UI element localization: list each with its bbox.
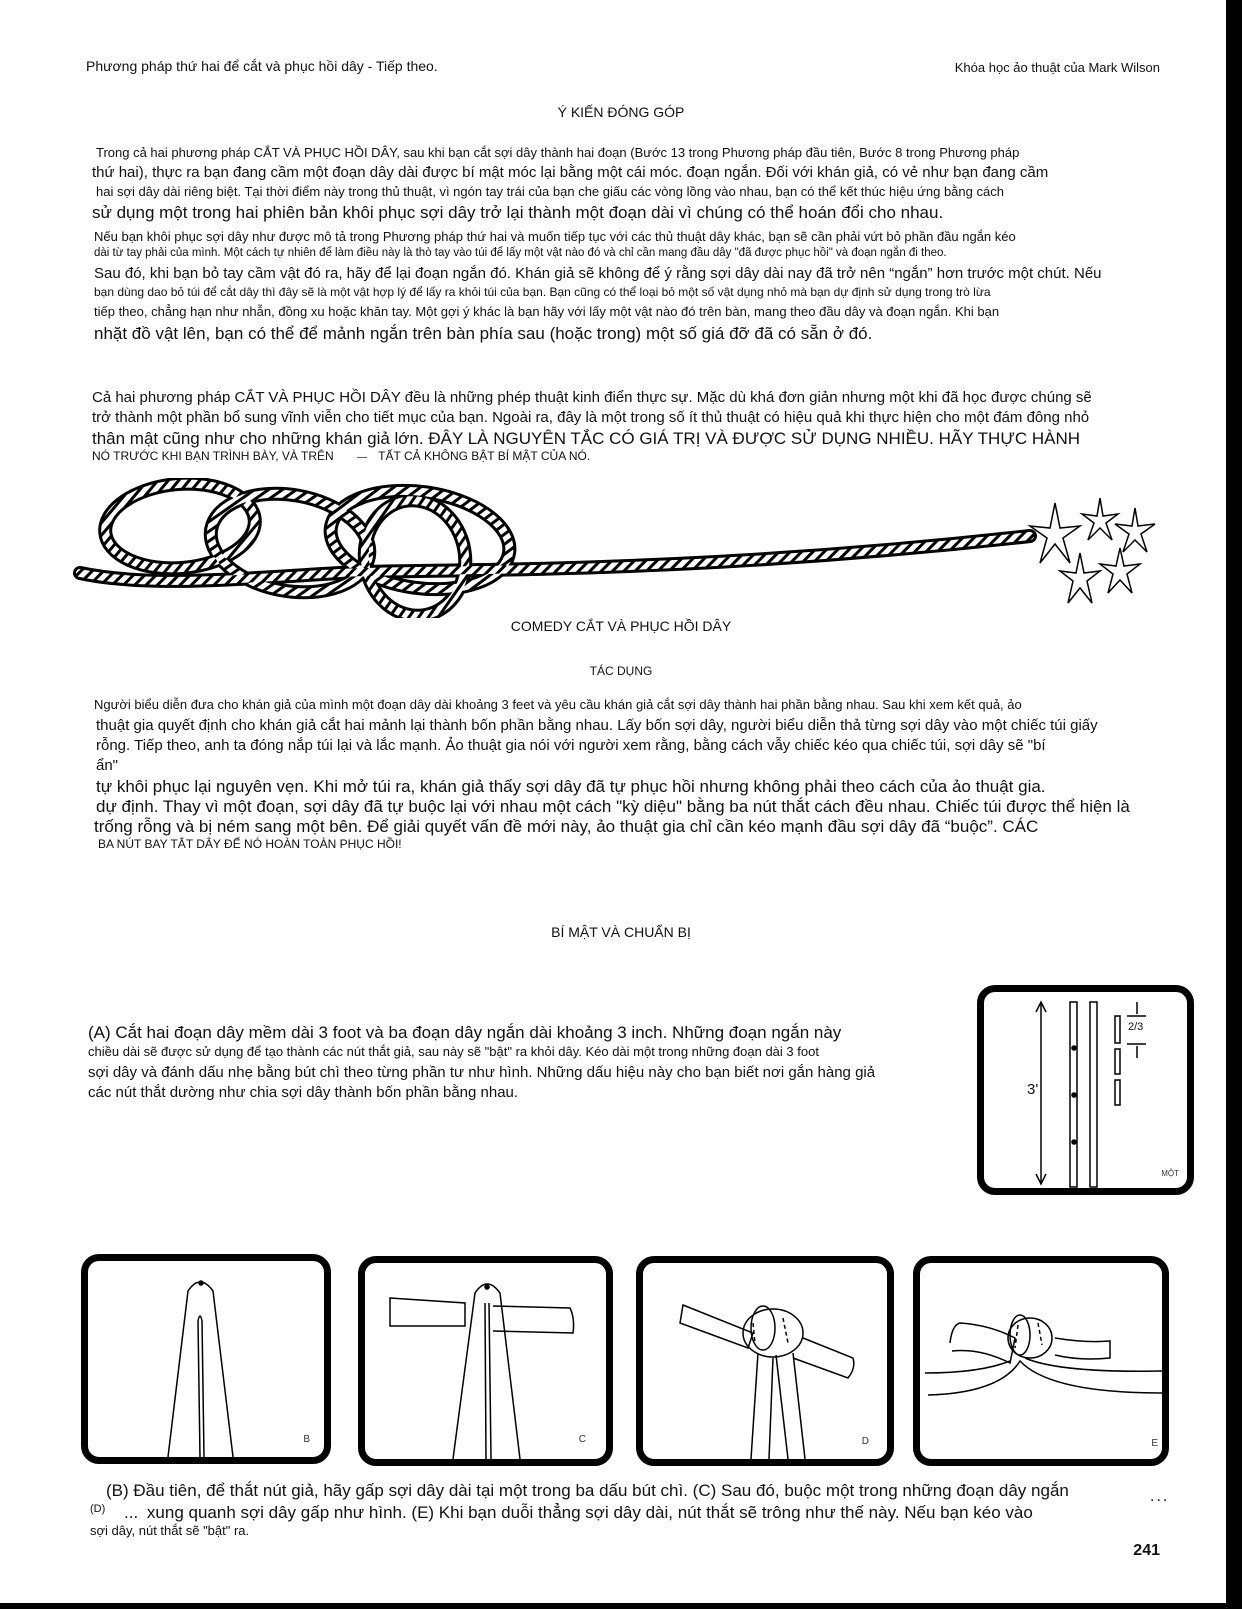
rope-illustration (70, 478, 1190, 618)
text-line (90, 1504, 1069, 1524)
running-header-right: Khóa học ảo thuật của Mark Wilson (954, 60, 1160, 75)
ellipsis: ... (1150, 1488, 1170, 1505)
text-line: trống rỗng và bị ném sang một bên. Để giải quyết vấn đề mới này, ảo thuật gia chỉ cần kéo mạnh đầu sợi dây đã “buộc”. CÁC (94, 817, 1039, 836)
text-line: các nút thắt dường như chia sợi dây thành bốn phần bằng nhau. (88, 1084, 519, 1101)
text-line: tiếp theo, chẳng hạn như nhẫn, đồng xu hoặc khăn tay. Một gợi ý khác là bạn hãy với lấy một vật nào đó trên bàn, mang theo đầu dây và đoạn ngắn. Khi bạn (94, 304, 1000, 319)
text-line: rỗng. Tiếp theo, anh ta đóng nắp túi lại và lắc mạnh. Ảo thuật gia nói với người xem rằng, bằng cách vẫy chiếc kéo qua chiếc túi, sợi dây sẽ "bí (96, 737, 1046, 754)
section-heading-comments: Ý KIẾN ĐÓNG GÓP (557, 104, 685, 120)
text-line: tự khôi phục lại nguyên vẹn. Khi mở túi ra, khán giả thấy sợi dây đã tự phục hồi nhưng không phải theo cách của ảo thuật gia. (96, 777, 1046, 796)
text-line: Người biểu diễn đưa cho khán giả của mình một đoạn dây dài khoảng 3 feet và yêu cầu khán giả cắt sợi dây thành hai phần bằng nhau. Sau khi xem kết quả, ảo (94, 697, 1022, 712)
caption-steps (90, 1482, 1069, 1542)
text-line: Nếu bạn khôi phục sợi dây như được mô tả trong Phương pháp thứ hai và muốn tiếp tục với các thủ thuật dây khác, bạn sẽ cần phải vứt bỏ phần đầu ngắn kéo (94, 229, 1016, 244)
page-number: 241 (1133, 1542, 1160, 1559)
length-label: 3' (1027, 1081, 1039, 1098)
text-line: bạn dùng dao bỏ túi để cắt dây thì đây sẽ là một vật hợp lý để lấy ra khỏi túi của bạn. Bạn cũng có thể loại bỏ một số vật dụng nhỏ mà bạn dự định sử dụng trong trò lừa (94, 285, 991, 299)
section-heading-comedy: COMEDY CẮT VÀ PHỤC HỒI DÂY (510, 618, 732, 634)
text-line: dự định. Thay vì một đoạn, sợi dây đã tự buộc lại với nhau một cách "kỳ diệu" bằng ba nút thắt cách đều nhau. Chiếc túi được thể hiện là (96, 797, 1130, 816)
figure-label: E (1151, 1438, 1158, 1449)
figure-a (977, 985, 1194, 1195)
figure-d (636, 1256, 894, 1466)
figure-label: C (578, 1434, 586, 1445)
figure-e (913, 1256, 1169, 1466)
paragraph-comments-3 (92, 390, 1092, 466)
text-line: sợi dây và đánh dấu nhẹ bằng bút chì theo từng phần tư như hình. Những dấu hiệu này cho bạn biết nơi gắn hàng giả (88, 1064, 876, 1081)
text-line (92, 450, 1092, 466)
text-line: sợi dây, nút thắt sẽ "bật" ra. (90, 1523, 250, 1538)
figure-b (81, 1254, 331, 1464)
text-line: hai sợi dây dài riêng biệt. Tại thời điểm này trong thủ thuật, vì ngón tay trái của bạn che giấu các vòng lồng vào nhau, bạn có thể kết thúc hiệu ứng bằng cách (96, 184, 1004, 199)
figure-label: D (861, 1436, 869, 1447)
text-line: ẩn" (96, 757, 119, 774)
section-subheading-effect: TÁC DỤNG (589, 664, 653, 678)
fraction-label: 2/3 (1128, 1021, 1144, 1033)
text-line: BA NÚT BAY TẮT DÂY ĐỂ NÓ HOÀN TOÀN PHỤC HỒI! (98, 837, 402, 851)
text-line: sử dụng một trong hai phiên bản khôi phục sợi dây trở lại thành một đoạn dài vì chúng có thể hoán đổi cho nhau. (92, 203, 944, 222)
text-line: Cả hai phương pháp CẮT VÀ PHỤC HỒI DÂY đều là những phép thuật kinh điển thực sự. Mặc dù khá đơn giản nhưng một khi đã học được chúng sẽ (92, 389, 1092, 406)
text-line: dài từ tay phải của mình. Một cách tự nhiên để làm điều này là thò tay vào túi để lấy một vật nào đó và chỉ cần mang đầu dây "đã được phục hồi" và đoạn ngắn đi theo. (94, 247, 947, 259)
sparkle-stars-icon (1030, 498, 1155, 603)
running-header-left: Phương pháp thứ hai để cắt và phục hồi dây - Tiếp theo. (86, 58, 438, 74)
paragraph-effect (94, 698, 1130, 854)
text-line: thuật gia quyết định cho khán giả cắt hai mảnh lại thành bốn phần bằng nhau. Lấy bốn sợi dây, người biểu diễn thả từng sợi dây vào một chiếc túi giấy (96, 717, 1098, 734)
ellipsis: ... (124, 1503, 139, 1522)
figure-caption: MỘT (1161, 1169, 1179, 1178)
scan-edge-right (1226, 0, 1242, 1609)
text-line: Sau đó, khi bạn bỏ tay cầm vật đó ra, hãy để lại đoạn ngắn đó. Khán giả sẽ không để ý rằng sợi dây dài nay đã trở nên “ngắn” hơn trước một chút. Nếu (94, 265, 1102, 282)
text-run: TẤT CẢ KHÔNG BẬT BÍ MẬT CỦA NÓ. (378, 449, 591, 463)
marker: (D) (90, 1503, 106, 1515)
text-line: thứ hai), thực ra bạn đang cầm một đoạn dây dài được bí mật móc lại bằng một cái móc. đoạn ngắn. Đối với khán giả, có vẻ như bạn đang cầm (92, 164, 1049, 181)
text-line: trở thành một phần bổ sung vĩnh viễn cho tiết mục của bạn. Ngoài ra, đây là một trong số ít thủ thuật có hiệu quả khi thực hiện cho một đám đông nhỏ (92, 409, 1090, 426)
text-line: thân mật cũng như cho những khán giả lớn. ĐÂY LÀ NGUYÊN TẮC CÓ GIÁ TRỊ VÀ ĐƯỢC SỬ DỤNG NHIỀU. HÃY THỰC HÀNH (92, 429, 1081, 448)
paragraph-comments-1 (92, 145, 1049, 226)
text-run: NÓ TRƯỚC KHI BẠN TRÌNH BÀY, VÀ TRÊN (92, 449, 334, 463)
text-line: chiều dài sẽ được sử dụng để tạo thành các nút thắt giả, sau này sẽ "bật" ra khỏi dây. Kéo dài một trong những đoạn dài 3 foot (88, 1044, 819, 1059)
paragraph-step-a (88, 1024, 875, 1105)
figure-c (358, 1256, 613, 1466)
dash: — (357, 452, 368, 463)
text-line: (A) Cắt hai đoạn dây mềm dài 3 foot và ba đoạn dây ngắn dài khoảng 3 inch. Những đoạn ngắn này (88, 1023, 842, 1042)
figure-label: B (303, 1434, 310, 1445)
text-line: (B) Đầu tiên, để thắt nút giả, hãy gấp sợi dây dài tại một trong ba dấu bút chì. (C) Sau đó, buộc một trong những đoạn dây ngắn (106, 1481, 1069, 1500)
text-line: nhặt đồ vật lên, bạn có thể để mảnh ngắn trên bàn phía sau (hoặc trong) một số giá đỡ đã có sẵn ở đó. (94, 324, 873, 343)
paragraph-comments-2 (94, 230, 1102, 345)
scan-edge-bottom (0, 1603, 1242, 1609)
text-line: Trong cả hai phương pháp CẮT VÀ PHỤC HỒI DÂY, sau khi bạn cắt sợi dây thành hai đoạn (Bước 13 trong Phương pháp đầu tiên, Bước 8 trong Phương pháp (96, 145, 1020, 160)
text-run: xung quanh sợi dây gấp như hình. (E) Khi bạn duỗi thẳng sợi dây dài, nút thắt sẽ trông như thế này. Nếu bạn kéo vào (146, 1503, 1033, 1522)
section-heading-secret: BÍ MẬT VÀ CHUẨN BỊ (551, 924, 691, 940)
